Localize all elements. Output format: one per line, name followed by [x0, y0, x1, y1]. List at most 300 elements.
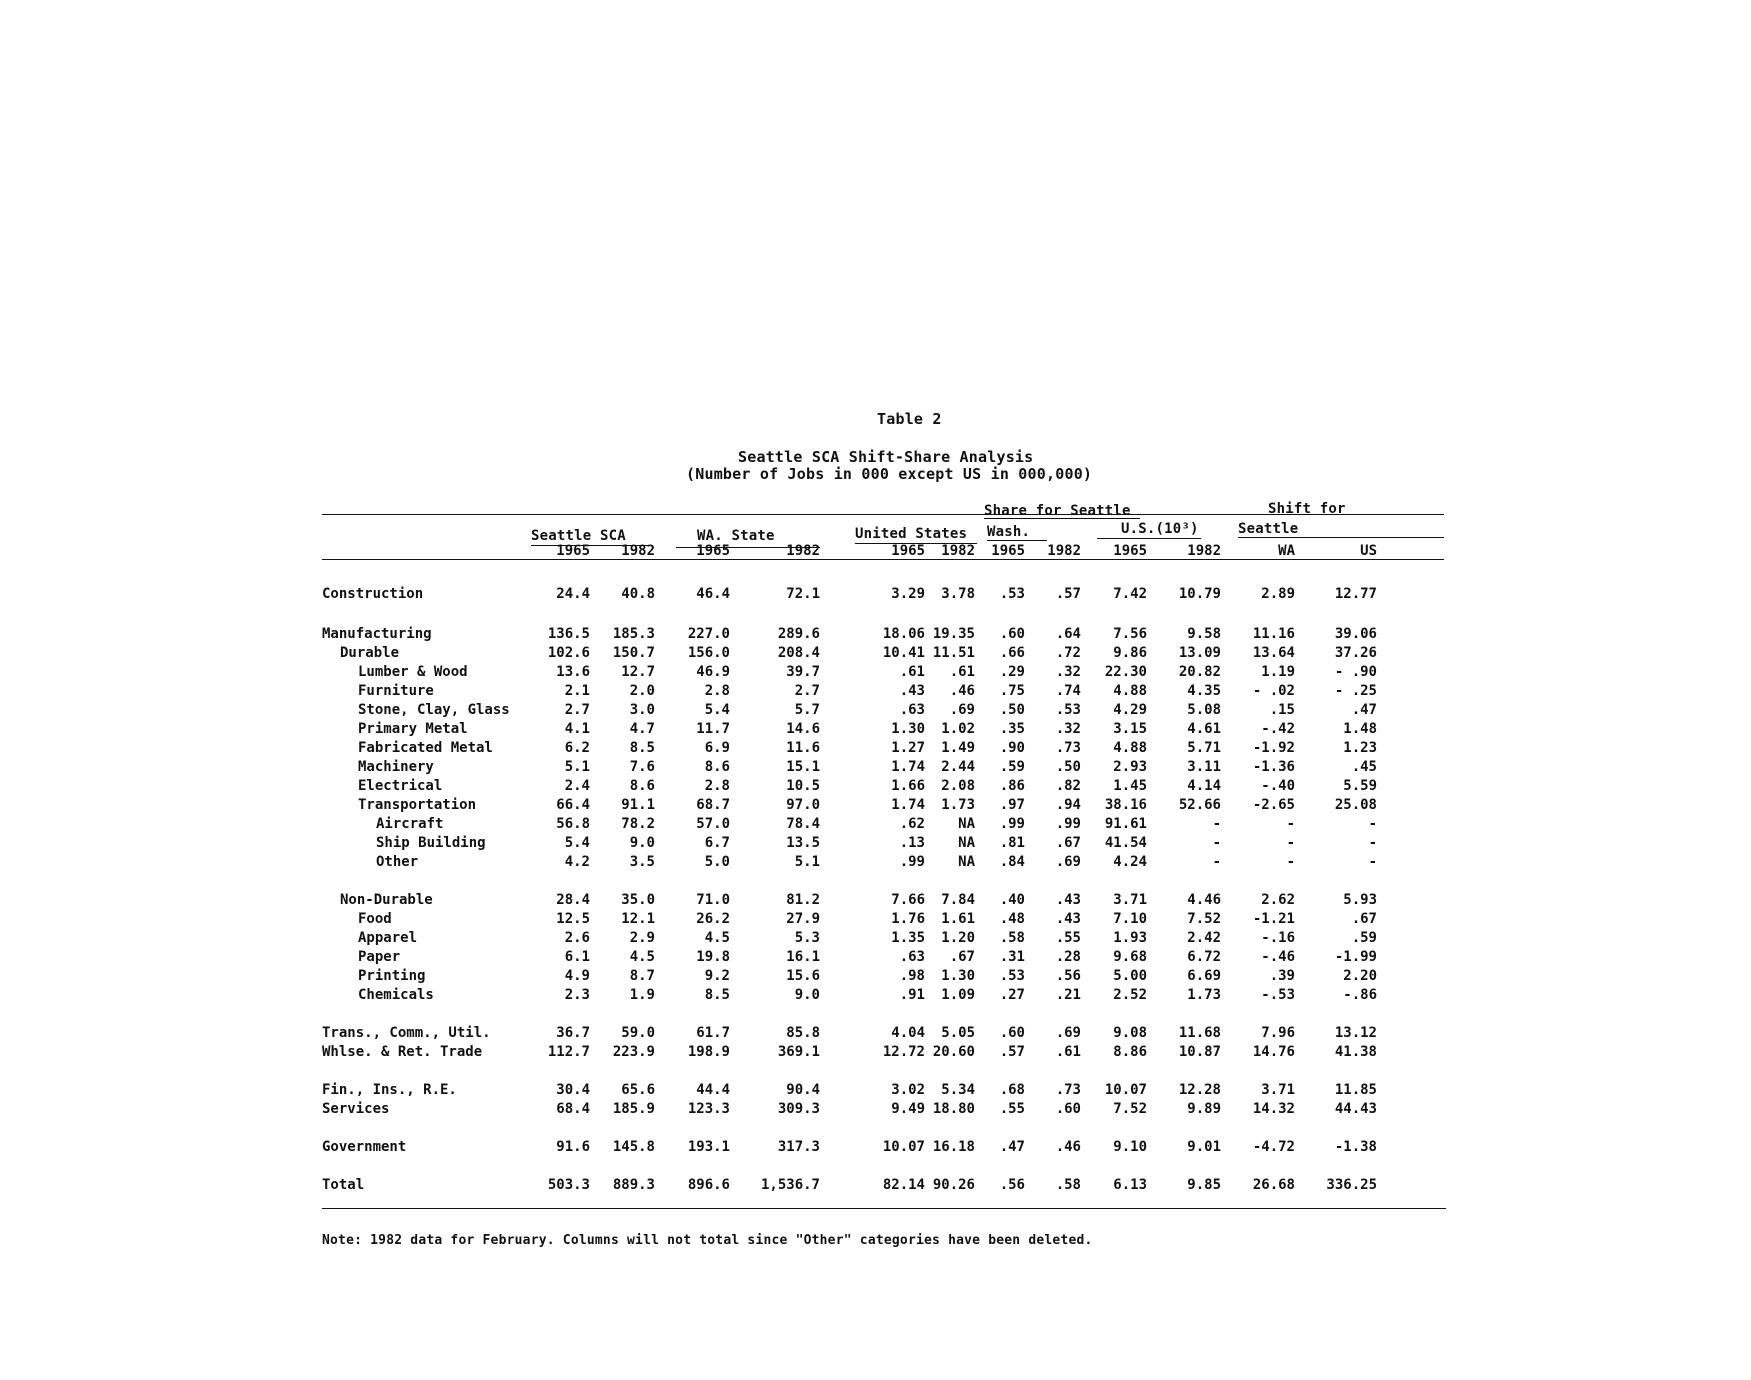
table-cell: 2.8	[704, 683, 730, 699]
column-header-year: 1982	[941, 543, 975, 559]
table-cell: 1.35	[891, 930, 925, 946]
table-cell: -.46	[1261, 949, 1295, 965]
header-shift-underline	[1238, 537, 1444, 538]
table-cell: 38.16	[1104, 797, 1147, 813]
table-cell: .31	[999, 949, 1025, 965]
table-cell: 10.07	[1104, 1082, 1147, 1098]
table-cell: 5.4	[564, 835, 590, 851]
header-seattle-sca: Seattle SCA	[531, 528, 626, 544]
row-label: Other	[376, 854, 419, 870]
table-cell: 6.1	[564, 949, 590, 965]
table-cell: 78.2	[621, 816, 655, 832]
table-cell: 5.05	[941, 1025, 975, 1041]
table-cell: 14.32	[1252, 1101, 1295, 1117]
table-cell: 2.0	[629, 683, 655, 699]
row-label: Primary Metal	[358, 721, 468, 737]
table-cell: 5.4	[704, 702, 730, 718]
table-cell: .29	[999, 664, 1025, 680]
table-cell: .82	[1055, 778, 1081, 794]
table-cell: .43	[1055, 892, 1081, 908]
table-cell: .99	[999, 816, 1025, 832]
table-cell: 4.24	[1113, 854, 1147, 870]
table-cell: 1.49	[941, 740, 975, 756]
table-cell: NA	[958, 854, 975, 870]
table-cell: .45	[1351, 759, 1377, 775]
table-cell: 2.42	[1187, 930, 1221, 946]
table-cell: 227.0	[687, 626, 730, 642]
table-cell: .46	[949, 683, 975, 699]
table-cell: 13.6	[556, 664, 590, 680]
row-label: Manufacturing	[322, 626, 432, 642]
row-label: Transportation	[358, 797, 477, 813]
table-cell: 2.3	[564, 987, 590, 1003]
table-cell: 46.4	[696, 586, 730, 602]
row-label: Machinery	[358, 759, 434, 775]
table-cell: 5.0	[704, 854, 730, 870]
table-cell: 72.1	[786, 586, 820, 602]
table-cell: 11.51	[932, 645, 975, 661]
table-cell: 9.49	[891, 1101, 925, 1117]
table-cell: 9.89	[1187, 1101, 1221, 1117]
table-cell: 896.6	[687, 1177, 730, 1193]
table-cell: 25.08	[1334, 797, 1377, 813]
table-cell: 5.3	[794, 930, 820, 946]
table-cell: -	[1286, 854, 1295, 870]
table-cell: 3.02	[891, 1082, 925, 1098]
table-cell: 1.02	[941, 721, 975, 737]
table-cell: 27.9	[786, 911, 820, 927]
column-header-year: 1982	[621, 543, 655, 559]
table-cell: 13.09	[1178, 645, 1221, 661]
header-wash-underline	[987, 540, 1047, 541]
row-label: Furniture	[358, 683, 434, 699]
header-united-states: United States	[855, 526, 968, 542]
table-cell: -	[1212, 854, 1221, 870]
table-cell: 18.06	[882, 626, 925, 642]
table-cell: 9.0	[629, 835, 655, 851]
table-cell: .50	[1055, 759, 1081, 775]
table-cell: 30.4	[556, 1082, 590, 1098]
table-cell: .59	[1351, 930, 1377, 946]
table-cell: 97.0	[786, 797, 820, 813]
table-cell: 52.66	[1178, 797, 1221, 813]
table-cell: .53	[999, 968, 1025, 984]
table-cell: 1.27	[891, 740, 925, 756]
table-cell: -4.72	[1252, 1139, 1295, 1155]
table-cell: .47	[1351, 702, 1377, 718]
table-cell: 123.3	[687, 1101, 730, 1117]
row-label: Durable	[340, 645, 400, 661]
table-cell: 6.2	[564, 740, 590, 756]
table-cell: 2.9	[629, 930, 655, 946]
table-cell: 10.87	[1178, 1044, 1221, 1060]
table-cell: -	[1286, 835, 1295, 851]
table-cell: 46.9	[696, 664, 730, 680]
table-cell: -	[1212, 835, 1221, 851]
table-cell: 13.64	[1252, 645, 1295, 661]
table-bottom-rule	[322, 1208, 1446, 1209]
table-cell: 11.16	[1252, 626, 1295, 642]
table-cell: .50	[999, 702, 1025, 718]
header-us1000-underline	[1097, 538, 1201, 539]
table-cell: NA	[958, 835, 975, 851]
table-cell: -.40	[1261, 778, 1295, 794]
table-cell: 59.0	[621, 1025, 655, 1041]
table-cell: 6.69	[1187, 968, 1221, 984]
table-cell: 12.72	[882, 1044, 925, 1060]
table-cell: 6.72	[1187, 949, 1221, 965]
table-cell: - .90	[1334, 664, 1377, 680]
table-cell: 369.1	[777, 1044, 820, 1060]
table-cell: 198.9	[687, 1044, 730, 1060]
table-cell: 10.79	[1178, 586, 1221, 602]
table-cell: 1.74	[891, 797, 925, 813]
row-label: Non-Durable	[340, 892, 433, 908]
table-cell: 7.84	[941, 892, 975, 908]
table-cell: 2.89	[1261, 586, 1295, 602]
row-label: Trans., Comm., Util.	[322, 1025, 491, 1041]
table-cell: 8.5	[629, 740, 655, 756]
table-cell: 19.8	[696, 949, 730, 965]
table-cell: 12.7	[621, 664, 655, 680]
row-label: Stone, Clay, Glass	[358, 702, 510, 718]
table-cell: 3.71	[1113, 892, 1147, 908]
table-cell: 336.25	[1326, 1177, 1377, 1193]
table-cell: .32	[1055, 721, 1081, 737]
table-cell: 3.5	[629, 854, 655, 870]
table-cell: 56.8	[556, 816, 590, 832]
table-cell: 61.7	[696, 1025, 730, 1041]
table-cell: 7.10	[1113, 911, 1147, 927]
table-cell: 2.7	[564, 702, 590, 718]
table-cell: 39.06	[1334, 626, 1377, 642]
table-cell: 8.86	[1113, 1044, 1147, 1060]
table-cell: 90.4	[786, 1082, 820, 1098]
table-cell: 9.68	[1113, 949, 1147, 965]
table-cell: -2.65	[1252, 797, 1295, 813]
table-cell: 12.5	[556, 911, 590, 927]
table-cell: 3.29	[891, 586, 925, 602]
table-cell: 2.4	[564, 778, 590, 794]
header-bottom-rule	[322, 559, 1444, 560]
table-cell: 65.6	[621, 1082, 655, 1098]
table-cell: 1.30	[941, 968, 975, 984]
table-cell: -1.99	[1334, 949, 1377, 965]
table-cell: .55	[999, 1101, 1025, 1117]
table-cell: 41.38	[1334, 1044, 1377, 1060]
table-cell: 4.29	[1113, 702, 1147, 718]
table-cell: 1.45	[1113, 778, 1147, 794]
table-cell: 44.43	[1334, 1101, 1377, 1117]
table-cell: 185.9	[612, 1101, 655, 1117]
table-cell: 309.3	[777, 1101, 820, 1117]
table-cell: NA	[958, 816, 975, 832]
table-cell: 9.10	[1113, 1139, 1147, 1155]
table-cell: -1.38	[1334, 1139, 1377, 1155]
row-label: Government	[322, 1139, 407, 1155]
table-cell: 2.93	[1113, 759, 1147, 775]
table-cell: 2.6	[564, 930, 590, 946]
table-cell: 91.1	[621, 797, 655, 813]
table-cell: .97	[999, 797, 1025, 813]
table-cell: -.16	[1261, 930, 1295, 946]
table-cell: 8.5	[704, 987, 730, 1003]
row-label: Food	[358, 911, 392, 927]
header-wa-state: WA. State	[697, 528, 775, 544]
table-cell: .69	[1055, 854, 1081, 870]
column-header-year: WA	[1278, 543, 1295, 559]
table-cell: 2.20	[1343, 968, 1377, 984]
table-cell: .90	[999, 740, 1025, 756]
table-cell: 16.1	[786, 949, 820, 965]
table-cell: 4.7	[629, 721, 655, 737]
table-cell: .40	[999, 892, 1025, 908]
table-cell: 7.52	[1113, 1101, 1147, 1117]
table-cell: -1.21	[1252, 911, 1295, 927]
table-cell: .61	[949, 664, 975, 680]
table-subtitle-units: (Number of Jobs in 000 except US in 000,000)	[686, 465, 1093, 483]
table-cell: -.86	[1343, 987, 1377, 1003]
table-cell: 10.41	[882, 645, 925, 661]
table-cell: .69	[949, 702, 975, 718]
table-cell: -1.92	[1252, 740, 1295, 756]
table-cell: 35.0	[621, 892, 655, 908]
table-cell: 2.44	[941, 759, 975, 775]
table-cell: 2.62	[1261, 892, 1295, 908]
row-label: Total	[322, 1177, 365, 1193]
table-cell: 1.93	[1113, 930, 1147, 946]
table-cell: 4.46	[1187, 892, 1221, 908]
table-cell: .91	[899, 987, 925, 1003]
table-cell: 145.8	[612, 1139, 655, 1155]
table-cell: 4.1	[564, 721, 590, 737]
row-label: Aircraft	[376, 816, 444, 832]
table-cell: 9.2	[704, 968, 730, 984]
table-cell: 2.8	[704, 778, 730, 794]
table-cell: 1.73	[1187, 987, 1221, 1003]
table-cell: 5.71	[1187, 740, 1221, 756]
table-cell: 5.1	[564, 759, 590, 775]
column-header-year: 1982	[786, 543, 820, 559]
table-cell: .53	[999, 586, 1025, 602]
table-cell: 15.6	[786, 968, 820, 984]
table-cell: .68	[999, 1082, 1025, 1098]
table-cell: 317.3	[777, 1139, 820, 1155]
table-cell: 3.15	[1113, 721, 1147, 737]
table-cell: 4.04	[891, 1025, 925, 1041]
table-cell: 12.77	[1334, 586, 1377, 602]
table-cell: 9.0	[794, 987, 820, 1003]
table-cell: 136.5	[547, 626, 590, 642]
row-label: Services	[322, 1101, 390, 1117]
table-cell: .67	[1055, 835, 1081, 851]
table-cell: 1.76	[891, 911, 925, 927]
table-cell: 2.08	[941, 778, 975, 794]
table-cell: 7.56	[1113, 626, 1147, 642]
table-cell: 4.88	[1113, 683, 1147, 699]
table-cell: 71.0	[696, 892, 730, 908]
table-cell: 1.74	[891, 759, 925, 775]
table-cell: 57.0	[696, 816, 730, 832]
column-header-year: 1965	[991, 543, 1025, 559]
table-cell: 85.8	[786, 1025, 820, 1041]
table-cell: .39	[1269, 968, 1295, 984]
table-cell: 1.30	[891, 721, 925, 737]
table-cell: .63	[899, 949, 925, 965]
table-subtitle: Seattle SCA Shift-Share Analysis	[738, 448, 1034, 466]
table-cell: 7.42	[1113, 586, 1147, 602]
row-label: Apparel	[358, 930, 418, 946]
table-cell: .61	[1055, 1044, 1081, 1060]
table-cell: 193.1	[687, 1139, 730, 1155]
table-cell: 13.5	[786, 835, 820, 851]
column-header-year: US	[1360, 543, 1377, 559]
table-cell: 10.5	[786, 778, 820, 794]
table-cell: .61	[899, 664, 925, 680]
table-cell: .86	[999, 778, 1025, 794]
table-cell: 156.0	[687, 645, 730, 661]
table-cell: 4.2	[564, 854, 590, 870]
table-cell: .21	[1055, 987, 1081, 1003]
table-cell: 8.6	[629, 778, 655, 794]
table-cell: 7.6	[629, 759, 655, 775]
table-cell: 3.0	[629, 702, 655, 718]
table-cell: 150.7	[612, 645, 655, 661]
table-cell: .57	[999, 1044, 1025, 1060]
header-shift-for: Shift for	[1268, 501, 1346, 517]
table-cell: .35	[999, 721, 1025, 737]
table-cell: 18.80	[932, 1101, 975, 1117]
table-cell: .72	[1055, 645, 1081, 661]
table-cell: 9.01	[1187, 1139, 1221, 1155]
table-cell: 889.3	[612, 1177, 655, 1193]
table-cell: 3.71	[1261, 1082, 1295, 1098]
table-cell: 9.08	[1113, 1025, 1147, 1041]
table-cell: 10.07	[882, 1139, 925, 1155]
table-cell: -	[1212, 816, 1221, 832]
table-cell: 208.4	[777, 645, 820, 661]
table-cell: 37.26	[1334, 645, 1377, 661]
table-cell: -	[1286, 816, 1295, 832]
table-cell: .99	[1055, 816, 1081, 832]
header-us-1000: U.S.(10³)	[1121, 521, 1199, 537]
table-cell: 82.14	[882, 1177, 925, 1193]
table-cell: 9.58	[1187, 626, 1221, 642]
table-cell: .32	[1055, 664, 1081, 680]
table-cell: 1.48	[1343, 721, 1377, 737]
table-cell: 28.4	[556, 892, 590, 908]
table-cell: .98	[899, 968, 925, 984]
table-cell: 185.3	[612, 626, 655, 642]
table-cell: 4.9	[564, 968, 590, 984]
table-cell: 68.4	[556, 1101, 590, 1117]
table-cell: .58	[1055, 1177, 1081, 1193]
table-cell: 7.52	[1187, 911, 1221, 927]
table-cell: -1.36	[1252, 759, 1295, 775]
row-label: Electrical	[358, 778, 443, 794]
table-cell: .63	[899, 702, 925, 718]
table-cell: .75	[999, 683, 1025, 699]
table-cell: 44.4	[696, 1082, 730, 1098]
row-label: Fin., Ins., R.E.	[322, 1082, 457, 1098]
table-cell: 5.00	[1113, 968, 1147, 984]
table-cell: 4.35	[1187, 683, 1221, 699]
table-cell: .59	[999, 759, 1025, 775]
row-label: Chemicals	[358, 987, 434, 1003]
table-cell: 5.08	[1187, 702, 1221, 718]
table-cell: .60	[999, 1025, 1025, 1041]
row-label: Paper	[358, 949, 401, 965]
table-cell: .13	[899, 835, 925, 851]
table-cell: 7.96	[1261, 1025, 1295, 1041]
table-cell: .15	[1269, 702, 1295, 718]
table-cell: .47	[999, 1139, 1025, 1155]
table-cell: 26.68	[1252, 1177, 1295, 1193]
table-note: Note: 1982 data for February. Columns will not total since "Other" categories have been deleted.	[322, 1233, 1093, 1248]
table-cell: 14.6	[786, 721, 820, 737]
table-cell: -	[1368, 854, 1377, 870]
column-header-year: 1965	[891, 543, 925, 559]
table-cell: 1.61	[941, 911, 975, 927]
table-cell: .28	[1055, 949, 1081, 965]
row-label: Construction	[322, 586, 424, 602]
table-cell: 36.7	[556, 1025, 590, 1041]
table-cell: -	[1368, 835, 1377, 851]
table-cell: 1.73	[941, 797, 975, 813]
table-cell: 22.30	[1104, 664, 1147, 680]
column-header-year: 1965	[556, 543, 590, 559]
table-cell: 11.6	[786, 740, 820, 756]
row-label: Ship Building	[376, 835, 486, 851]
table-cell: 19.35	[932, 626, 975, 642]
table-cell: 1.09	[941, 987, 975, 1003]
table-cell: 102.6	[547, 645, 590, 661]
table-cell: 3.78	[941, 586, 975, 602]
row-label: Whlse. & Ret. Trade	[322, 1044, 483, 1060]
table-cell: - .02	[1252, 683, 1295, 699]
table-cell: 68.7	[696, 797, 730, 813]
table-cell: .66	[999, 645, 1025, 661]
table-cell: 14.76	[1252, 1044, 1295, 1060]
column-header-year: 1965	[1113, 543, 1147, 559]
table-cell: 8.7	[629, 968, 655, 984]
table-cell: 2.52	[1113, 987, 1147, 1003]
table-cell: .67	[1351, 911, 1377, 927]
table-cell: 4.5	[629, 949, 655, 965]
table-cell: 6.9	[704, 740, 730, 756]
table-cell: 6.7	[704, 835, 730, 851]
table-cell: .53	[1055, 702, 1081, 718]
table-cell: 223.9	[612, 1044, 655, 1060]
table-cell: 1.9	[629, 987, 655, 1003]
table-cell: .81	[999, 835, 1025, 851]
table-cell: .73	[1055, 740, 1081, 756]
table-cell: .69	[1055, 1025, 1081, 1041]
table-cell: 1.19	[1261, 664, 1295, 680]
header-shift-seattle: Seattle	[1238, 521, 1299, 537]
table-cell: 24.4	[556, 586, 590, 602]
table-cell: 2.7	[794, 683, 820, 699]
table-cell: .99	[899, 854, 925, 870]
table-cell: 9.86	[1113, 645, 1147, 661]
table-cell: 9.85	[1187, 1177, 1221, 1193]
table-cell: 4.5	[704, 930, 730, 946]
column-header-year: 1982	[1187, 543, 1221, 559]
table-cell: .27	[999, 987, 1025, 1003]
table-cell: .56	[999, 1177, 1025, 1193]
table-cell: .43	[899, 683, 925, 699]
row-label: Lumber & Wood	[358, 664, 468, 680]
